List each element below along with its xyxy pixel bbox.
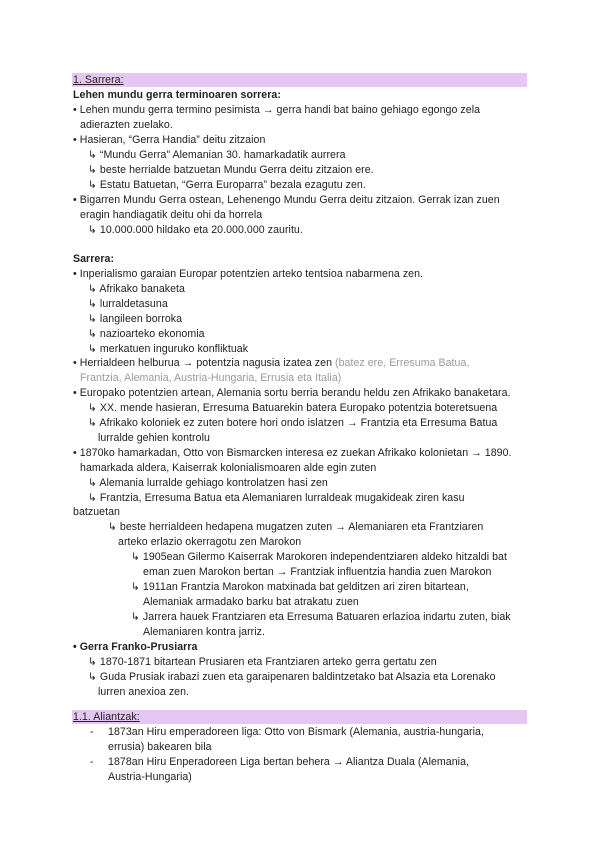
subtitle: Sarrera: xyxy=(73,253,115,265)
sub-item: ↳ lurraldetasuna xyxy=(88,298,168,310)
subtitle: Lehen mundu gerra terminoaren sorrera: xyxy=(73,89,281,101)
bullet-continuation: adierazten zuelako. xyxy=(80,119,173,131)
section-title: 1. Sarrera: xyxy=(73,74,124,86)
sub-item-continuation: lurren anexioa zen. xyxy=(98,686,190,698)
bullet-continuation: hamarkada aldera, Kaiserrak kolonialismoaren alde egin zuten xyxy=(80,462,377,474)
sub-item: ↳ XX. mende hasieran, Erresuma Batuarekin batera Europako potentzia boteretsuena xyxy=(88,402,498,414)
list-item: 1873an Hiru emperadoreen liga: Otto von Bismark (Alemania, austria-hungaria, xyxy=(108,726,484,738)
list-item: 1878an Hiru Enperadoreen Liga bertan behera → Aliantza Duala (Alemania, xyxy=(108,756,470,768)
sub-item: ↳ Guda Prusiak irabazi zuen eta garaipenaren baldintzetako bat Alsazia eta Lorenako xyxy=(88,671,496,683)
bullet-item: • Lehen mundu gerra termino pesimista → gerra handi bat baino gehiago egongo zela xyxy=(73,104,481,116)
bullet-item: • Europako potentzien artean, Alemania sortu berria berandu heldu zen Afrikako banaketara. xyxy=(73,387,511,399)
deep-item-continuation: Alemaniak armadako barku bat atrakatu zuen xyxy=(143,596,359,608)
sub-item: ↳ nazioarteko ekonomia xyxy=(88,328,205,340)
sub-item: ↳ 1870-1871 bitartean Prusiaren eta Frantziaren arteko gerra gertatu zen xyxy=(88,656,437,668)
bullet-continuation: eragin handiagatik deitu ohi da horrela xyxy=(80,209,263,221)
sub-item: ↳ 10.000.000 hildako eta 20.000.000 zauritu. xyxy=(88,224,303,236)
dash-marker: - xyxy=(90,726,94,738)
bullet-item xyxy=(73,356,469,370)
sub-item: ↳ Frantzia, Erresuma Batua eta Alemaniaren lurraldeak mugakideak ziren kasu xyxy=(88,492,465,504)
deep-item-continuation: eman zuen Marokon bertan → Frantziak influentzia handia zuen Marokon xyxy=(143,566,492,578)
deep-item: ↳ Jarrera hauek Frantziaren eta Erresuma Batuaren erlazioa indartu zuten, biak xyxy=(131,611,511,623)
sub-item: ↳ beste herrialde batzuetan Mundu Gerra deitu zitzaion ere. xyxy=(88,164,374,176)
sub-item: ↳ “Mundu Gerra” Alemanian 30. hamarkadatik aurrera xyxy=(88,149,346,161)
sub-item: ↳ Afrikako banaketa xyxy=(88,283,185,295)
bullet-item: • Bigarren Mundu Gerra ostean, Lehenengo Mundu Gerra deitu zitzaion. Gerrak izan zuen xyxy=(73,194,500,206)
grey-note-continuation: Frantzia, Alemania, Austria-Hungaria, Errusia eta Italia) xyxy=(80,372,342,384)
section-title: 1.1. Aliantzak: xyxy=(73,711,140,723)
sub-item: ↳ langileen borroka xyxy=(88,313,183,325)
sub-item-continuation: lurralde gehien kontrolu xyxy=(98,432,210,444)
deep-item-continuation: Alemaniaren kontra jarriz. xyxy=(143,626,266,638)
sub-item: ↳ Afrikako koloniek ez zuten botere hori ondo islatzen → Frantzia eta Erresuma Batua xyxy=(88,417,498,429)
sub-item: ↳ merkatuen inguruko konfliktuak xyxy=(88,343,249,355)
section-title-highlight xyxy=(72,710,527,724)
sub-sub-item: ↳ beste herrialdeen hedapena mugatzen zuten → Alemaniaren eta Frantziaren xyxy=(108,521,484,533)
bullet-item: • Gerra Franko-Prusiarra xyxy=(73,641,198,653)
list-item-continuation: errusia) bakearen bila xyxy=(108,741,212,753)
bullet-item: • Hasieran, “Gerra Handia” deitu zitzaion xyxy=(73,134,266,146)
dash-marker: - xyxy=(90,756,94,768)
sub-item: ↳ Alemania lurralde gehiago kontrolatzen hasi zen xyxy=(88,477,328,489)
grey-note: (batez ere, Erresuma Batua, xyxy=(332,357,470,369)
deep-item: ↳ 1911an Frantzia Marokon matxinada bat gelditzen ari ziren bitartean, xyxy=(131,581,469,593)
sub-item: ↳ Estatu Batuetan, “Gerra Europarra” bezala ezagutu zen. xyxy=(88,179,366,191)
list-item-continuation: Austria-Hungaria) xyxy=(108,771,192,783)
deep-item: ↳ 1905ean Gilermo Kaiserrak Marokoren independentziaren aldeko hitzaldi bat xyxy=(131,551,507,563)
bullet-item: • 1870ko hamarkadan, Otto von Bismarcken interesa ez zuekan Afrikako kolonietan → 1890. xyxy=(73,447,512,459)
sub-sub-item-continuation: arteko erlazio okerragotu zen Marokon xyxy=(118,536,302,548)
section-title-highlight xyxy=(72,73,527,87)
bullet-item: • Inperialismo garaian Europar potentzien arteko tentsioa nabarmena zen. xyxy=(73,268,424,280)
sub-item-continuation: batzuetan xyxy=(73,506,120,518)
bullet-text: • Herrialdeen helburua → potentzia nagusia izatea zen xyxy=(73,357,333,369)
